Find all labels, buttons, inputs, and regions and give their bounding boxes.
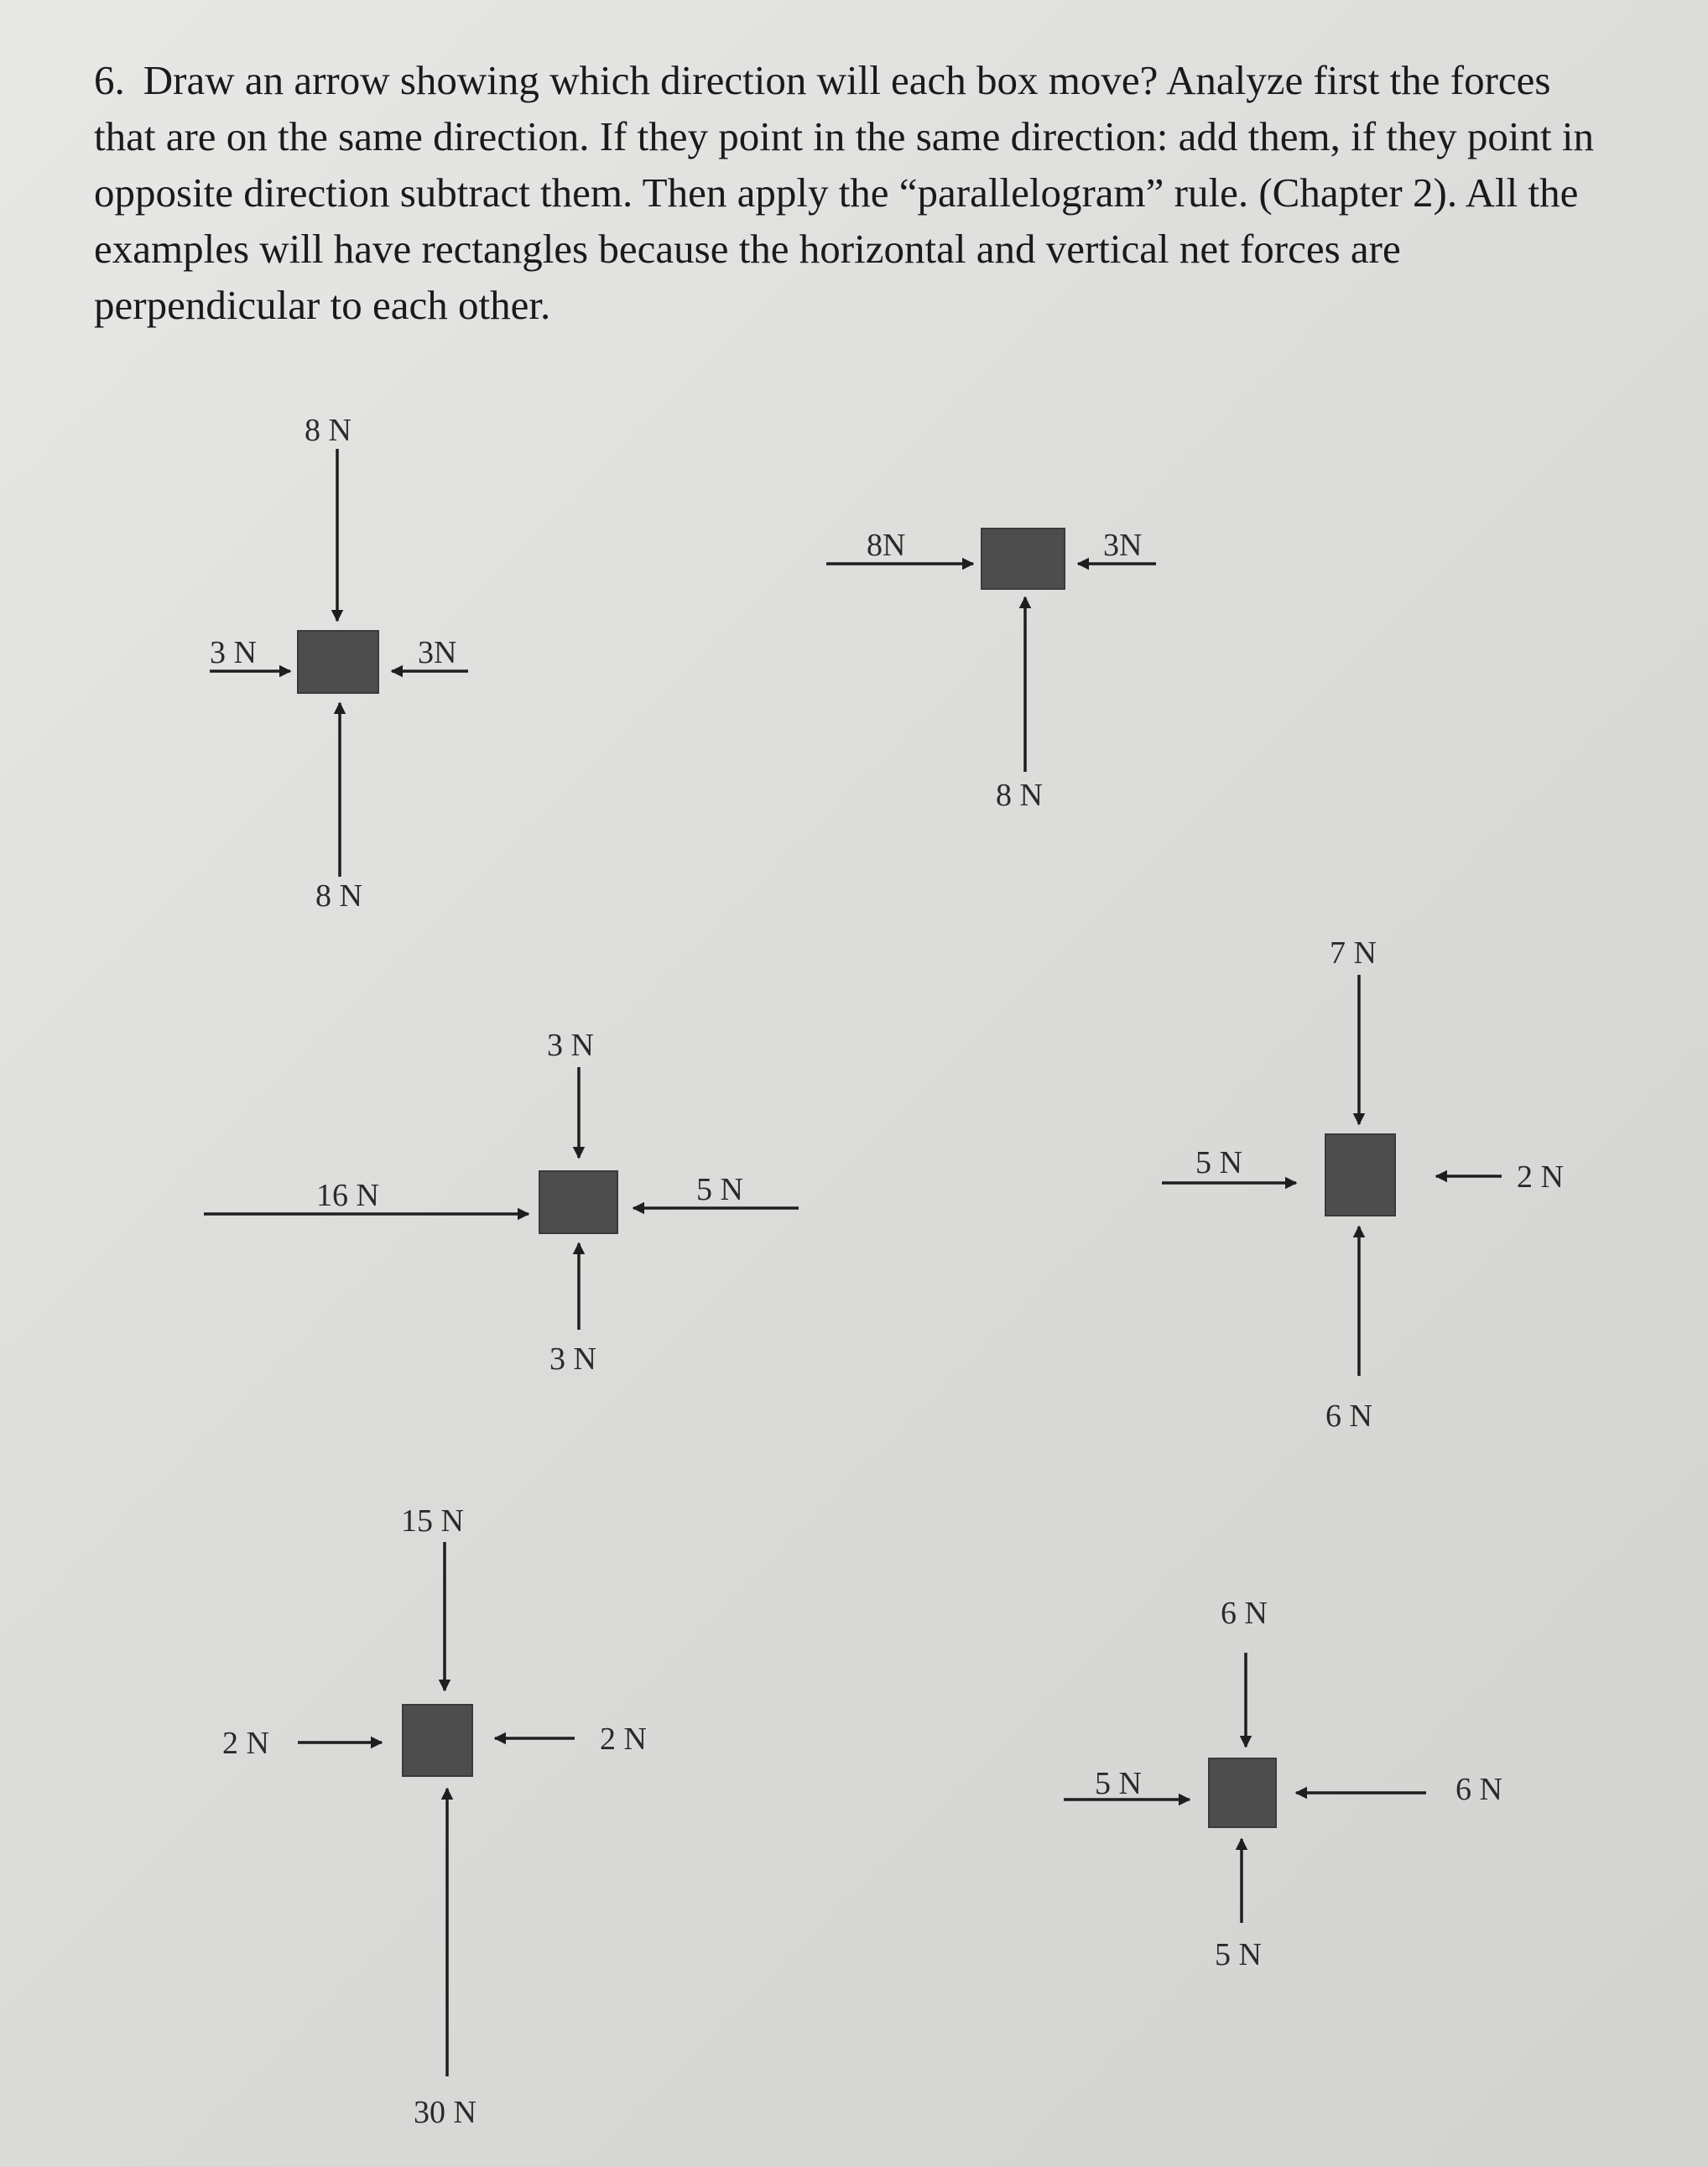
force-label-left: 2 N [222, 1726, 269, 1761]
force-label-top: 7 N [1330, 935, 1377, 971]
force-label-top: 3 N [547, 1028, 594, 1063]
force-label-bottom: 3 N [549, 1341, 596, 1377]
force-label-top: 8 N [305, 413, 351, 448]
box [403, 1705, 472, 1776]
force-label-left: 8N [867, 528, 906, 563]
force-label-right: 6 N [1455, 1772, 1502, 1807]
force-label-bottom: 30 N [414, 2095, 476, 2130]
force-label-left: 5 N [1195, 1145, 1242, 1180]
force-label-bottom: 5 N [1215, 1937, 1262, 1972]
diagram-box-5 [222, 1503, 647, 2130]
diagram-box-6 [1064, 1596, 1502, 1972]
question-body: Draw an arrow showing which direction will each box move? Analyze first the forces that are on the same direction. If they point in the same direction: add them, if they point in opposite direction subtract them. Then apply the “parallelogram” rule. (Chapter 2). All the examples will have rectangles because the horizontal and vertical net forces are perpendicular to each other. [94, 57, 1594, 328]
diagram-box-2 [826, 528, 1156, 813]
diagram-box-3 [204, 1028, 799, 1377]
question-number: 6. [94, 57, 125, 103]
force-label-top: 15 N [401, 1503, 464, 1539]
force-label-bottom: 8 N [315, 878, 362, 914]
box [982, 529, 1065, 589]
force-label-right: 3N [418, 635, 457, 670]
diagram-box-1 [210, 413, 468, 914]
box [1209, 1758, 1276, 1827]
force-label-right: 3N [1103, 528, 1143, 563]
force-label-right: 2 N [600, 1722, 647, 1757]
force-label-right: 2 N [1517, 1159, 1564, 1195]
force-label-left: 3 N [210, 635, 257, 670]
force-label-bottom: 8 N [996, 778, 1043, 813]
box [1325, 1134, 1395, 1216]
force-label-left: 16 N [316, 1178, 379, 1213]
force-label-left: 5 N [1095, 1766, 1142, 1801]
diagram-box-4 [1162, 935, 1564, 1434]
box [539, 1171, 617, 1233]
force-label-bottom: 6 N [1325, 1399, 1372, 1434]
force-label-right: 5 N [696, 1172, 743, 1207]
force-label-top: 6 N [1221, 1596, 1268, 1631]
box [298, 631, 378, 693]
